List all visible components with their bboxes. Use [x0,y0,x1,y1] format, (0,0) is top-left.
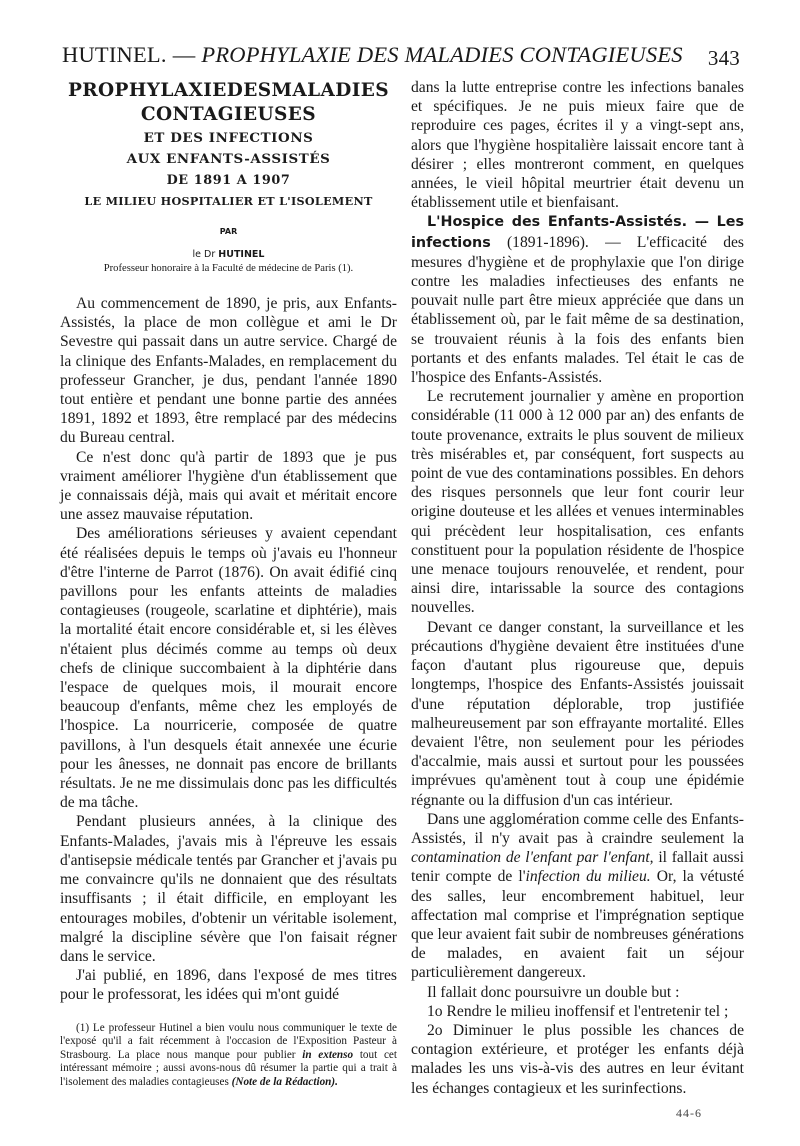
paragraph: Au commencement de 1890, je pris, aux Enfants-Assistés, la place de mon collègue et ami le Dr Sevestre qui passait dans un autre service. Chargé de la clinique des Enfants-Malades, en remplacement du professeur Grancher, je dus, pendant l'année 1890 tout entière et pendant une bonne partie des années 1891, 1892 et 1893, être remplacé par des médecins du Bureau central. [60,295,397,447]
article-title-line2: CONTAGIEUSES [140,104,317,125]
running-title [62,42,683,68]
footnote-text-2: tout cet intéressant mémoire ; aussi avons-nous dû résumer la partie qui a trait à l'isolement des maladies contagieuses [60,1048,397,1088]
running-header [62,42,740,76]
paragraph [411,810,744,983]
section-heading: L'Hospice des Enfants-Assistés. — Les infections [411,214,744,251]
header-dash: — [172,42,196,67]
header-title: PROPHYLAXIE DES MALADIES CONTAGIEUSES [201,42,683,67]
paragraph: Ce n'est donc qu'à partir de 1893 que je pus vraiment améliorer l'hygiène d'un établissement que je connaissais déjà, mais qui avait et méritait encore une assez mauvaise réputation. [60,448,397,524]
header-author: HUTINEL. [62,42,167,67]
byline-par: PAR [219,227,238,236]
paragraph: Des améliorations sérieuses y avaient cependant été réalisées depuis le temps où j'avais eu l'honneur d'être l'interne de Parrot (1876). On avait édifié cinq pavillons pour les enfants atteints de maladies contagieuses (rougeole, scarlatine et diphtérie), mais la mortalité était encore considérable et, si les élèves n'étaient plus décimés comme au temps où deux chefs de clinique succombaient à la diphtérie dans l'espace de quelques mois, il mourait encore beaucoup d'enfants, même chez les employés de l'hospice. La nourricerie, composée de quatre pavillons, à l'un desquels était annexée une écurie pour les ânesses, ne donnait pas encore de brillants résultats. Je ne me dissimulais donc pas les difficultés de ma tâche. [60,525,397,812]
author-prefix: le Dr [192,249,216,260]
section-text: (1891-1896). — L'efficacité des mesures d'hygiène et de prophylaxie que l'on dirige contre les maladies infectieuses des enfants ne pouvait nulle part être mieux appréciée que dans un établissement où, par le fait même de sa destination, se trouvaient réunis à la fois des enfants bien portants et des enfants malades. Tel était le cas de l'hospice des Enfants-Assistés. [411,233,744,387]
section-paragraph [411,212,744,387]
list-item: 2o Diminuer le plus possible les chances de contagion extérieure, et protéger les enfants déjà malades les uns vis-à-vis des autres en leur évitant les échanges contagieux et les surinfections. [411,1021,744,1097]
author-name: HUTINEL [218,249,265,260]
printer-signature: 44-6 [676,1105,702,1120]
article-subtitle-line2: AUX ENFANTS-ASSISTÉS [126,151,331,167]
paragraph: Pendant plusieurs années, à la clinique des Enfants-Malades, j'avais mis à l'épreuve les essais d'antisepsie médicale tentés par Grancher et j'avais pu me convaincre qu'ils ne donnaient que des résultats insuffisants ; il était difficile, en employant les entourages mobiles, d'obtenir un véritable isolement, malgré la discipline sévère que l'on faisait régner dans le service. [60,813,397,965]
paragraph: Il fallait donc poursuivre un double but : [427,983,680,1001]
text: il fallait aussi tenir compte de l' [411,849,744,886]
footnote-in-extenso: in extenso [302,1048,354,1061]
article-subtitle-line1: ET DES INFECTIONS [143,130,314,146]
italic-phrase: contamination de l'enfant par l'enfant, [411,849,654,867]
right-column [411,78,744,1123]
article-dates: DE 1891 A 1907 [166,173,291,188]
author-affiliation: Professeur honoraire à la Faculté de médecine de Paris (1). [103,263,354,274]
paragraph: Le recrutement journalier y amène en proportion considérable (11 000 à 12 000 par an) des enfants de toute provenance, extraits le plus souvent de milieux très misérables et, par conséquent, fort suspects au point de vue des contaminations possibles. En dehors des risques personnels que leur font courir leur origine douteuse et les allées et venues interminables qui précèdent leur hospitalisation, ces enfants constituent pour la population résidente de l'hospice une menace toujours renouvelée, et rendent, pour ainsi dire, intarissable la source des contagions nouvelles. [411,388,744,617]
page-number: 343 [707,46,740,70]
text: Or, la vétusté des salles, leur encombrement habituel, leur affectation mal comprise et l'imprégnation septique que leur avaient fait subir de nombreuses générations de malades, en avaient fait un séjour particulièrement dangereux. [411,868,744,982]
paragraph: Devant ce danger constant, la surveillance et les précautions d'hygiène devaient être instituées d'une façon d'autant plus rigoureuse que, depuis longtemps, l'hospice des Enfants-Assistés jouissait d'une réputation déplorable, trop justifiée malheureusement par son effrayante mortalité. Elles devaient l'être, non seulement pour les périodes d'accalmie, mais aussi et surtout pour les poussées imprévues qu'amènent tout à coup une épidémie régnante ou la diffusion d'un cas intérieur. [411,618,744,809]
italic-phrase: infection du milieu. [525,868,651,886]
left-column [60,78,397,1089]
text: Dans une agglomération comme celle des Enfants-Assistés, il n'y avait pas à craindre seulement la [411,810,744,847]
paragraph: J'ai publié, en 1896, dans l'exposé de mes titres pour le professorat, les idées qui m'ont guidé [60,967,397,1004]
footnote-text-1: (1) Le professeur Hutinel a bien voulu nous communiquer le texte de l'exposé qu'il a fait récemment à l'occasion de l'Exposition Pasteur à Strasbourg. La place nous manque pour publier [60,1021,397,1061]
list-item: 1o Rendre le milieu inoffensif et l'entretenir tel ; [427,1002,729,1020]
footnote [60,1022,397,1090]
article-title-line1: PROPHYLAXIEDESMALADIES [67,80,390,101]
paragraph: dans la lutte entreprise contre les infections banales et spécifiques. Je ne puis mieux faire que de reproduire ces pages, écrites il y a vingt-sept ans, alors que l'hygiène hospitalière laissait encore tant à désirer ; elles montreront comment, en quelques années, le vieil hôpital meurtrier était devenu un établissement utile et bienfaisant. [411,79,744,212]
article-subtitle-isolation: LE MILIEU HOSPITALIER ET L'ISOLEMENT [84,194,373,208]
footnote-editor-note: (Note de la Rédaction). [231,1075,338,1088]
author [60,248,397,262]
